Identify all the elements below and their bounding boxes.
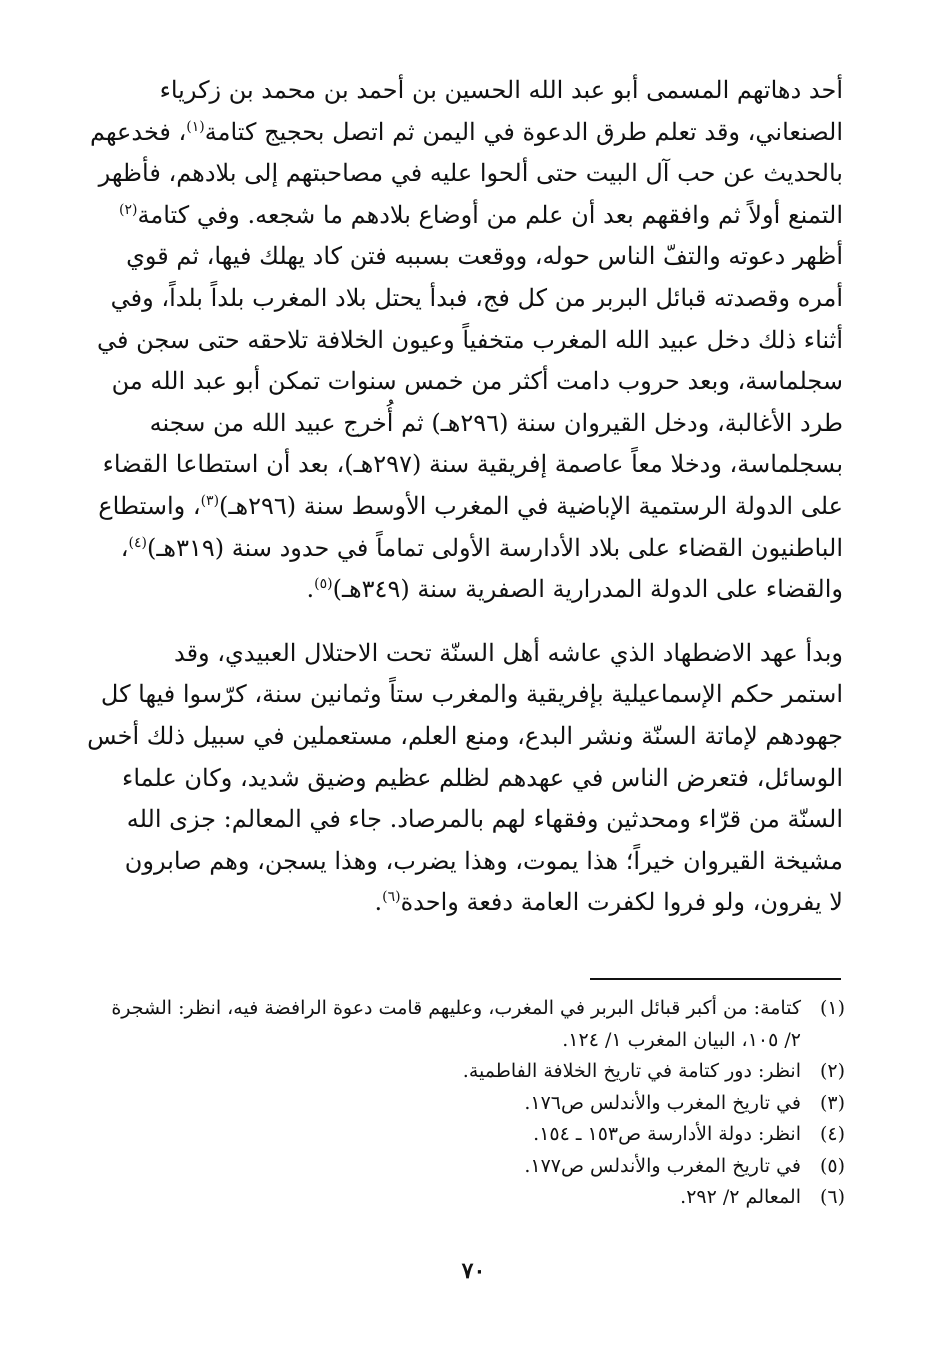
footnote-ref[interactable]: (٥) [314, 576, 333, 593]
footnote-item [95, 1182, 845, 1214]
footnote-item [95, 993, 845, 1056]
footnote-item [95, 1119, 845, 1151]
footnote-number: (١) [819, 997, 845, 1019]
text-line: التمنع أولاً ثم وافقهم بعد أن علم من أوضاع بلادهم ما شجعه. وفي كتامة$^{(٢)}$ [119, 200, 843, 229]
text-line: جهودهم لإماتة السنّة ونشر البدع، ومنع العلم، مستعملين في سبيل ذلك أخس [87, 721, 843, 750]
footnote-text: في تاريخ المغرب والأندلس ص١٧٧. [524, 1154, 801, 1177]
text-line: استمر حكم الإسماعيلية بإفريقية والمغرب ستاً وثمانين سنة، كرّسوا فيها كل [100, 680, 843, 709]
text-line: لا يفرون، ولو فروا لكفرت العامة دفعة واحدة$^{(٦)}$. [374, 888, 843, 917]
text-line: بالحديث عن حب آل البيت حتى ألحوا عليه في مصاحبتهم إلى بلادهم، فأظهر [98, 159, 843, 188]
footnote-text: المعالم ٢/ ٢٩٢. [680, 1186, 801, 1208]
footnote-separator [590, 978, 841, 980]
footnote-ref[interactable]: (٣) [200, 492, 220, 509]
footnote-number: (٦) [819, 1186, 845, 1208]
footnote-number: (٢) [819, 1060, 845, 1082]
footnote-text: كتامة: من أكبر قبائل البربر في المغرب، وعليهم قامت دعوة الرافضة فيه، انظر: الشجرة ٢/ ١٠٥، البيان المغرب ١/ ١٢٤. [111, 997, 801, 1051]
footnote-ref[interactable]: (١) [186, 118, 205, 135]
footnote-item [95, 1056, 845, 1088]
text-line: السنّة من قرّاء ومحدثين وفقهاء لهم بالمرصاد. جاء في المعالم: جزى الله [126, 805, 843, 834]
footnote-ref[interactable]: (٤) [128, 534, 147, 551]
footnotes [95, 993, 845, 1214]
main-text [87, 70, 843, 924]
text-line: وبدأ عهد الاضطهاد الذي عاشه أهل السنّة تحت الاحتلال العبيدي، وقد [173, 638, 843, 667]
text-line: أثناء ذلك دخل عبيد الله المغرب متخفياً وعيون الخلافة تلاحقه حتى سجن في [97, 325, 843, 354]
text-line: أحد دهاتهم المسمى أبو عبد الله الحسين بن أحمد بن محمد بن زكرياء [159, 76, 843, 104]
footnote-text: انظر: دور كتامة في تاريخ الخلافة الفاطمية. [462, 1060, 801, 1082]
text-line: مشيخة القيروان خيراً؛ هذا يموت، وهذا يضرب، وهذا يسجن، وهم صابرون [124, 846, 843, 875]
paragraph-2 [87, 633, 843, 924]
footnote-item [95, 1151, 845, 1183]
text-line: أظهر دعوته والتفّ الناس حوله، ووقعت بسببه فتن كاد يهلك فيها، ثم قوي [126, 242, 843, 271]
footnote-item [95, 1088, 845, 1120]
footnote-number: (٤) [819, 1123, 845, 1145]
page-number: ٧٠ [461, 1258, 486, 1284]
footnote-ref[interactable]: (٦) [382, 889, 401, 906]
footnote-number: (٥) [819, 1154, 845, 1177]
footnote-number: (٣) [819, 1091, 845, 1114]
text-line: بسجلماسة، ودخلا معاً عاصمة إفريقية سنة (٢٩٧هـ)، بعد أن استطاعا القضاء [102, 450, 843, 479]
paragraph-1 [89, 70, 843, 611]
text-line: على الدولة الرستمية الإباضية في المغرب الأوسط سنة (٢٩٦هـ)$^{(٣)}$، واستطاع [98, 491, 843, 520]
text-line: الباطنيون القضاء على بلاد الأدارسة الأولى تماماً في حدود سنة (٣١٩هـ)$^{(٤)}$، [120, 533, 843, 562]
footnote-text: انظر: دولة الأدارسة ص١٥٣ ـ ١٥٤. [533, 1123, 801, 1145]
text-line: سجلماسة، وبعد حروب دامت أكثر من خمس سنوات تمكن أبو عبد الله من [111, 367, 843, 396]
text-line: أمره وقصدته قبائل البربر من كل فج، فبدأ يحتل بلاد المغرب بلداً بلداً، وفي [110, 283, 843, 312]
text-line: والقضاء على الدولة المدرارية الصفرية سنة (٣٤٩هـ)$^{(٥)}$. [306, 575, 843, 604]
footnote-text: في تاريخ المغرب والأندلس ص١٧٦. [524, 1091, 801, 1114]
text-line: الصنعاني، وقد تعلم طرق الدعوة في اليمن ثم اتصل بحجيج كتامة$^{(١)}$، فخدعهم [89, 117, 843, 146]
footnote-ref[interactable]: (٢) [119, 201, 138, 218]
text-line: الوسائل، فتعرض الناس في عهدهم لظلم عظيم وضيق شديد، وكان علماء [122, 763, 843, 792]
text-line: طرد الأغالبة، ودخل القيروان سنة (٢٩٦هـ) ثم أُخرج عبيد الله من سجنه [149, 408, 843, 437]
